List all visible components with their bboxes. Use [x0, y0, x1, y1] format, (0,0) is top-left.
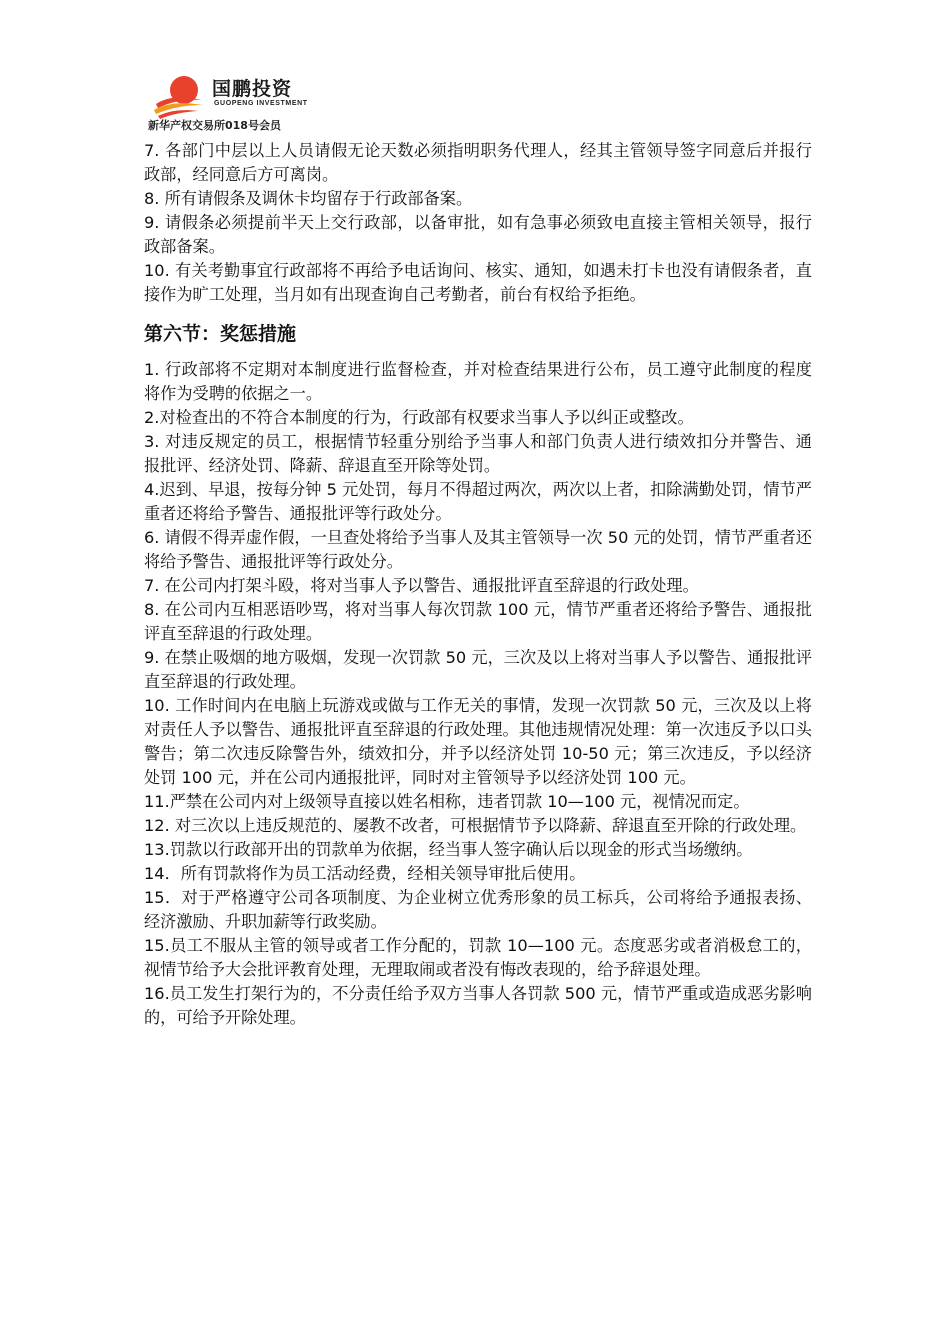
brand-membership: 新华产权交易所018号会员	[148, 119, 281, 132]
list-item: 12. 对三次以上违反规范的、屡教不改者，可根据情节予以降薪、辞退直至开除的行政处理。	[144, 816, 807, 835]
list-item: 7. 在公司内打架斗殴，将对当事人予以警告、通报批评直至辞退的行政处理。	[144, 576, 699, 595]
list-item: 9. 在禁止吸烟的地方吸烟，发现一次罚款 50 元，三次及以上将对当事人予以警告、通报批评直至辞退的行政处理。	[144, 648, 812, 691]
list-item: 11.严禁在公司内对上级领导直接以姓名相称，违者罚款 10—100 元，视情况而定。	[144, 792, 750, 811]
list-item: 8. 在公司内互相恶语吵骂，将对当事人每次罚款 100 元，情节严重者还将给予警告、通报批评直至辞退的行政处理。	[144, 600, 812, 643]
list-item: 3. 对违反规定的员工，根据情节轻重分别给予当事人和部门负责人进行绩效扣分并警告、通报批评、经济处罚、降薪、辞退直至开除等处罚。	[144, 432, 812, 475]
brand-name: 国鹏投资	[212, 78, 293, 100]
list-item: 7. 各部门中层以上人员请假无论天数必须指明职务代理人，经其主管领导签字同意后并报行政部，经同意后方可离岗。	[144, 141, 812, 184]
list-item: 15．对于严格遵守公司各项制度、为企业树立优秀形象的员工标兵，公司将给予通报表扬、经济激励、升职加薪等行政奖励。	[144, 888, 812, 931]
document-body	[144, 139, 812, 1030]
company-logo-icon	[154, 74, 204, 120]
list-item: 4.迟到、早退，按每分钟 5 元处罚，每月不得超过两次，两次以上者，扣除满勤处罚，情节严重者还将给予警告、通报批评等行政处分。	[144, 480, 812, 523]
list-item: 10. 有关考勤事宜行政部将不再给予电话询问、核实、通知，如遇未打卡也没有请假条者，直接作为旷工处理，当月如有出现查询自己考勤者，前台有权给予拒绝。	[144, 261, 812, 304]
list-item: 13.罚款以行政部开出的罚款单为依据，经当事人签字确认后以现金的形式当场缴纳。	[144, 840, 753, 859]
list-item: 15.员工不服从主管的领导或者工作分配的，罚款 10—100 元。态度恶劣或者消极怠工的，视情节给予大会批评教育处理，无理取闹或者没有悔改表现的，给予辞退处理。	[144, 936, 812, 979]
list-item: 2.对检查出的不符合本制度的行为，行政部有权要求当事人予以纠正或整改。	[144, 408, 694, 427]
list-item: 9. 请假条必须提前半天上交行政部，以备审批，如有急事必须致电直接主管相关领导，报行政部备案。	[144, 213, 812, 256]
list-item: 16.员工发生打架行为的，不分责任给予双方当事人各罚款 500 元，情节严重或造成恶劣影响的，可给予开除处理。	[144, 984, 812, 1027]
company-header	[150, 70, 350, 132]
brand-english-name: GUOPENG INVESTMENT	[214, 100, 308, 107]
list-item: 14．所有罚款将作为员工活动经费，经相关领导审批后使用。	[144, 864, 586, 883]
list-item: 1. 行政部将不定期对本制度进行监督检查，并对检查结果进行公布，员工遵守此制度的程度将作为受聘的依据之一。	[144, 360, 812, 403]
list-item: 6. 请假不得弄虚作假，一旦查处将给予当事人及其主管领导一次 50 元的处罚，情节严重者还将给予警告、通报批评等行政处分。	[144, 528, 812, 571]
list-item: 8. 所有请假条及调休卡均留存于行政部备案。	[144, 189, 473, 208]
list-item: 10. 工作时间内在电脑上玩游戏或做与工作无关的事情，发现一次罚款 50 元，三次及以上将对责任人予以警告、通报批评直至辞退的行政处理。其他违规情况处理：第一次违反予以口头警告；第二次违反除警告外，绩效扣分，并予以经济处罚 10-50 元；第三次违反，予以经济处罚 100 元，并在公司内通报批评，同时对主管领导予以经济处罚 100 元。	[144, 696, 812, 787]
section-title: 第六节：奖惩措施	[144, 323, 297, 345]
